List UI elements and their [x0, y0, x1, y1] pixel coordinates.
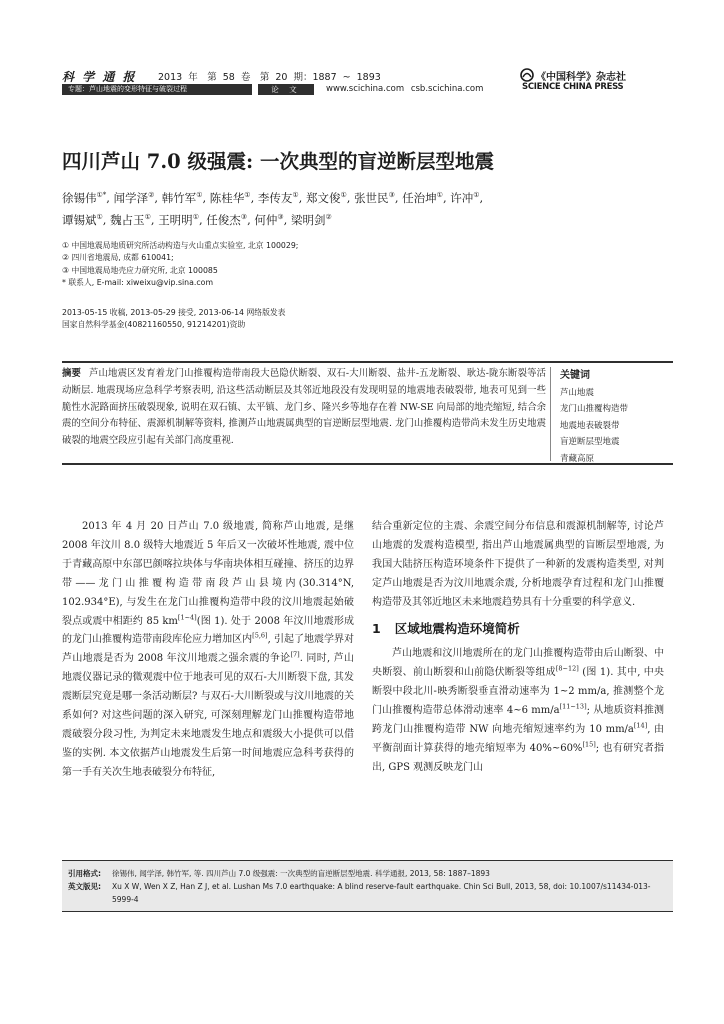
body-column-right: [372, 518, 664, 778]
reference-link[interactable]: [11~13]: [559, 702, 587, 711]
article-title: 四川芦山 7.0 级强震: 一次典型的盲逆断层型地震: [62, 150, 494, 173]
publisher-logo-icon: [520, 68, 534, 82]
section-label: 论 文: [258, 84, 314, 95]
funding: 国家自然科学基金(40821160550, 91214201)资助: [62, 320, 246, 330]
publisher-logo: [520, 66, 662, 96]
author: 李传友①: [257, 191, 299, 205]
keyword: 地震地表破裂带: [560, 420, 620, 431]
citation-cn-text: 徐锡伟, 闻学泽, 韩竹军, 等. 四川芦山 7.0 级强震: 一次典型的盲逆断层型地震. 科学通报, 2013, 58: 1887–1893: [112, 869, 490, 878]
intro-paragraph-continued: 结合重新定位的主震、余震空间分布信息和震源机制解等, 讨论芦山地震的发震构造模型, 指出芦山地震属典型的盲断层型地震, 为我国大陆挤压构造环境条件下提供了一种新的发震构造类型, 对判定芦山地震是否为汶川地震余震, 分析地震孕育过程和龙门山推覆构造带及其邻近地区未来地震趋势具有十分重要的科学意义.: [372, 521, 664, 608]
keyword: 芦山地震: [560, 388, 595, 398]
corresponding-author[interactable]: * 联系人, E-mail: xiweixu@vip.sina.com: [62, 277, 214, 287]
author: 闻学泽②: [113, 191, 155, 205]
author: 郑文俊①: [305, 191, 347, 205]
citation-en-label: 英文版见:: [68, 882, 101, 891]
author: 梁明剑②: [290, 213, 332, 227]
reference-link[interactable]: [8~12]: [555, 665, 579, 674]
special-topic-bar: 专题：芦山地震的变形特征与破裂过程: [62, 84, 252, 95]
author: 陈桂华①: [209, 191, 251, 205]
affiliations: [62, 240, 298, 289]
keyword: 龙门山推覆构造带: [560, 404, 629, 415]
journal-urls[interactable]: www.scichina.com csb.scichina.com: [326, 84, 484, 94]
reference-link[interactable]: [14]: [633, 721, 648, 730]
section-heading: [372, 620, 664, 639]
intro-paragraph: 2013 年 4 月 20 日芦山 7.0 级地震, 简称芦山地震, 是继 2008 年汶川 8.0 级特大地震近 5 年后又一次破坏性地震, 震中位于青藏高原中东部巴颜喀拉块体与华南块体相互碰撞、挤压的边界带——龙门山推覆构造带南段芦山县境内(30.314°N, 102.934°E), 与发生在龙门山推覆构造带中段的汶川地震起始破裂点或震中相距约 85 km[1~4](图 1). 处于 2008 年汶川地震形成的龙门山推覆构造带南段库伦应力增加区内[5,6], 引起了地震学界对芦山地震是否为 2008 年汶川地震之强余震的争论[7]. 同时, 芦山地震仪器记录的微观震中位于地表可见的双石-大川断裂下盘, 其发震断层究竟是哪一条活动断层? 与双石-大川断裂或与汶川地震的关系如何? 对这些问题的深入研究, 可深刻理解龙门山推覆构造带地震破裂分段习性, 为判定未来地震发生地点和震级大小提供可以借鉴的实例. 本文依据芦山地震发生后第一时间地震应急科考获得的第一手有关次生地表破裂分布特征,: [62, 521, 355, 778]
author: 魏占玉①: [110, 213, 151, 227]
body-column-left: [62, 518, 354, 783]
publisher-name-cn: 《中国科学》杂志社: [536, 72, 626, 83]
keywords-list: [560, 385, 670, 467]
keywords-title: 关键词: [560, 370, 590, 381]
author: 谭锡斌①: [62, 213, 103, 227]
section-number: 1: [372, 620, 381, 636]
keywords-divider: [550, 367, 551, 461]
reference-link[interactable]: [15]: [582, 740, 596, 749]
citation-box: [62, 860, 673, 912]
abstract: [62, 366, 546, 450]
keyword: 青藏高原: [560, 453, 595, 464]
section-paragraph: 芦山地震和汶川地震所在的龙门山推覆构造带由后山断裂、中央断裂、前山断裂和山前隐伏断裂等组成[8~12] (图 1). 其中, 中央断裂中段北川-映秀断裂垂直滑动速率为 1~2 mm/a, 推测整个龙门山推覆构造带总体滑动速率 4~6 mm/a[11~13]; 从地质资料推测跨龙门山推覆构造带 NW 向地壳缩短速率约为 10 mm/a[14], 由平衡剖面计算获得的地壳缩短率为 40%~60%[15]; 也有研究者指出, GPS 观测反映龙门山: [372, 648, 665, 773]
masthead: [62, 66, 662, 100]
author: 王明明①: [158, 213, 199, 227]
publisher-name-en: SCIENCE CHINA PRESS: [522, 82, 624, 92]
issue-info: 2013 年 第 58 卷 第 20 期：1887 ~ 1893: [158, 72, 381, 83]
affiliation: ② 四川省地震局, 成都 610041;: [62, 253, 174, 263]
affiliation: ③ 中国地震局地壳应力研究所, 北京 100085: [62, 265, 218, 275]
affiliation: ① 中国地震局地质研究所活动构造与火山重点实验室, 北京 100029;: [62, 241, 299, 250]
author-list-line-2: 谭锡斌①, 魏占玉①, 王明明①, 任俊杰③, 何仲③, 梁明剑②: [62, 213, 332, 227]
citation-en: [68, 880, 669, 906]
citation-cn-label: 引用格式:: [68, 869, 101, 878]
keyword: 盲逆断层型地震: [560, 437, 620, 448]
keywords: [560, 366, 670, 467]
journal-name: 科 学 通 报: [62, 70, 137, 84]
reference-link[interactable]: [7]: [290, 651, 300, 660]
reference-link[interactable]: [5,6]: [252, 632, 268, 641]
reference-link[interactable]: [1~4]: [177, 613, 197, 622]
abstract-box: [62, 361, 673, 465]
author: 徐锡伟①*: [62, 191, 107, 205]
section-title: 区域地震构造环境简析: [394, 620, 520, 636]
author: 韩竹军①: [161, 191, 203, 205]
author: 何仲③: [254, 213, 284, 227]
author: 许冲①: [450, 191, 480, 205]
citation-en-text: Xu X W, Wen X Z, Han Z J, et al. Lushan Ms 7.0 earthquake: A blind reserve-fault earthquake. Chin Sci Bull, 2013, 58, doi: 10.1007/s11434-013-5999-4: [112, 882, 651, 904]
citation-cn: [68, 867, 669, 880]
abstract-body: 芦山地震区发育着龙门山推覆构造带南段大邑隐伏断裂、双石-大川断裂、盐井-五龙断裂、耿达-陇东断裂等活动断层. 地震现场应急科学考察表明, 沿这些活动断层及其邻近地段没有发现明显的地震地表破裂带, 地表可见到一些脆性水泥路面挤压破裂现象, 说明在双石镇、太平镇、龙门乡、隆兴乡等地存在着 NW-SE 向局部的地壳缩短, 结合余震的空间分布特征、震源机制解等资料, 推测芦山地震属典型的盲逆断层型地震. 龙门山推覆构造带尚未发生历史地震破裂的地震空段应引起有关部门高度重视.: [62, 368, 546, 447]
received-dates: 2013-05-15 收稿, 2013-05-29 接受, 2013-06-14 网络版发表: [62, 308, 286, 317]
author: 张世民③: [354, 191, 395, 205]
author-list-line-1: 徐锡伟①*, 闻学泽②, 韩竹军①, 陈桂华①, 李传友①, 郑文俊①, 张世民③, 任治坤①, 许冲①,: [62, 191, 484, 205]
abstract-label: 摘要: [62, 368, 82, 379]
article-dates: [62, 307, 285, 332]
author: 任俊杰③: [206, 213, 248, 227]
author: 任治坤①: [402, 191, 443, 205]
